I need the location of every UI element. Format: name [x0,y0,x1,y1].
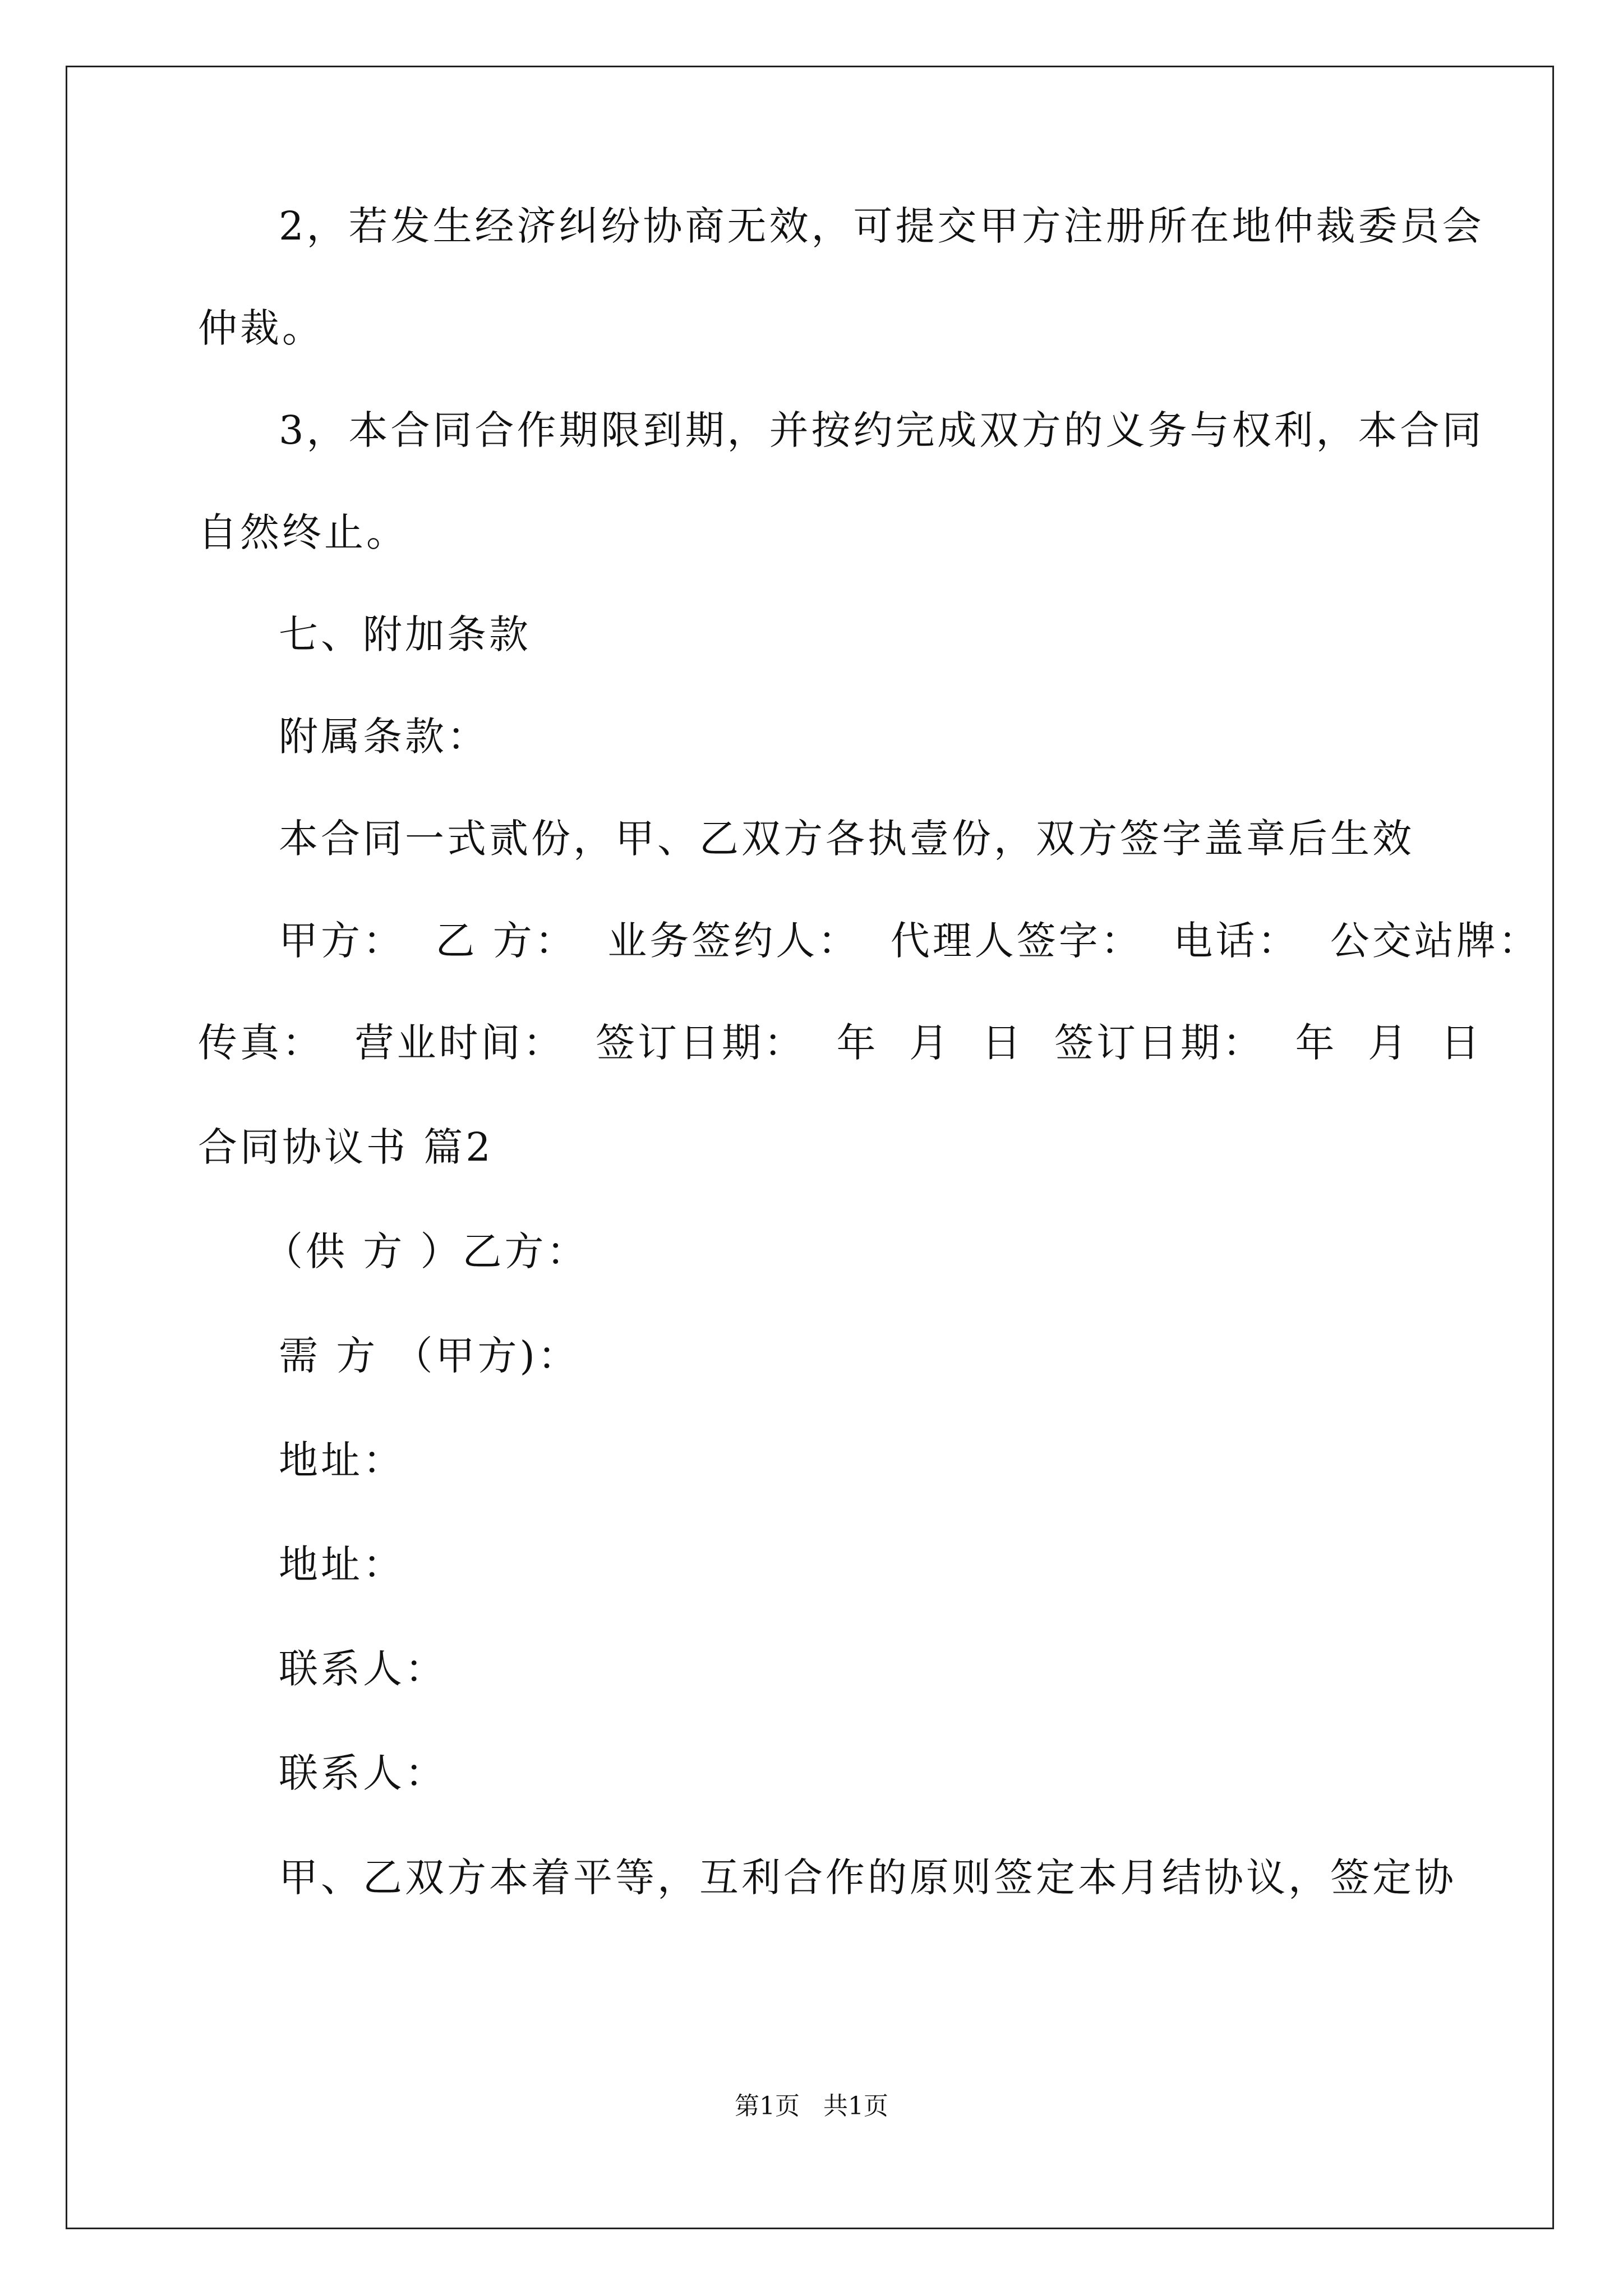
paragraph-line: 甲、乙双方本着平等，互利合作的原则签定本月结协议，签定协 [279,1855,1456,1901]
paragraph-line: 仲裁。 [198,305,324,351]
contact-field: 联系人： [279,1646,447,1692]
signature-fields-line: 传真： 营业时间： 签订日期： 年 月 日 签订日期： 年 月 日 [198,1020,1483,1066]
address-field: 地址： [279,1437,405,1483]
party-field: （供 方 ）乙方： [264,1228,589,1274]
page-number: 第1页 共1页 [735,2092,888,2120]
paragraph-line: 附属条款： [279,714,489,760]
paragraph-line: 自然终止。 [198,509,408,555]
signature-fields-line: 甲方： 乙 方： 业务签约人： 代理人签字： 电话： 公交站牌： [279,918,1541,964]
party-field: 需 方 （甲方)： [279,1333,580,1379]
section-heading: 七、附加条款 [279,611,531,657]
paragraph-line: 本合同一式贰份，甲、乙双方各执壹份，双方签字盖章后生效 [279,816,1414,862]
paragraph-line: 3，本合同合作期限到期，并按约完成双方的义务与权利，本合同 [279,407,1484,453]
address-field: 地址： [279,1542,405,1588]
contract-title: 合同协议书 篇2 [198,1124,494,1170]
contact-field: 联系人： [279,1750,447,1796]
paragraph-line: 2，若发生经济纠纷协商无效，可提交甲方注册所在地仲裁委员会 [279,203,1484,249]
